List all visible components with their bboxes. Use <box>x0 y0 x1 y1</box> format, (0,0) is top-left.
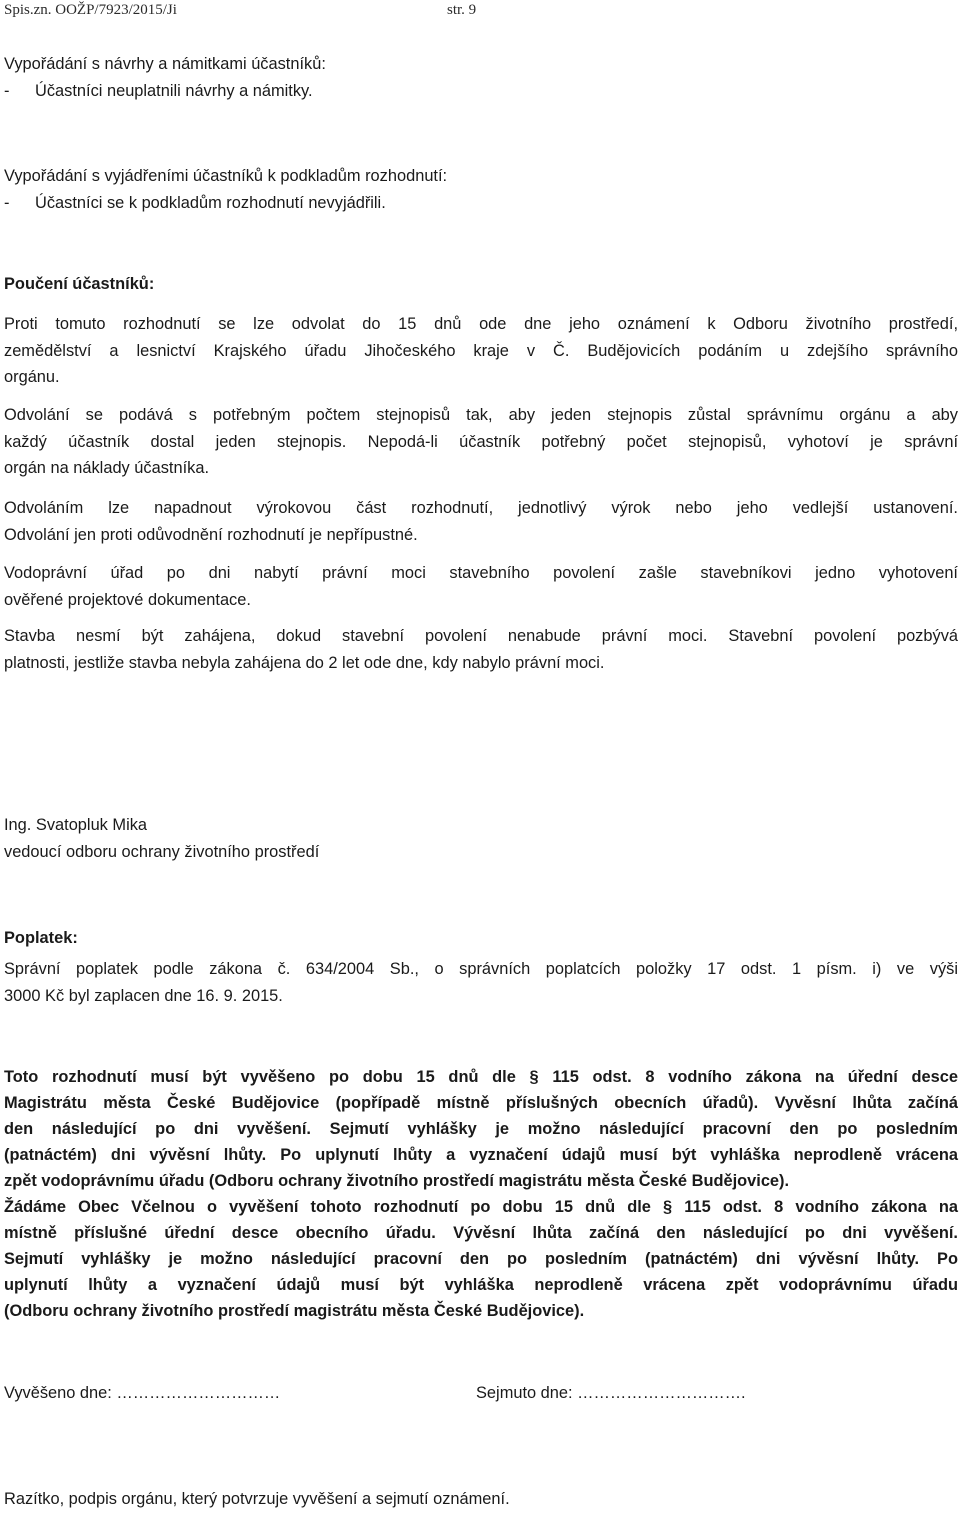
notice-line: uplynutí lhůty a vyznačení údajů musí být vyhláška neprodleně vrácena zpět vodoprávnímu úřadu <box>4 1276 958 1294</box>
text-line: Odvolání se podává s potřebným počtem stejnopisů tak, aby jeden stejnopis zůstal správnímu orgánu a aby <box>4 406 958 424</box>
statements-item-text: Účastníci se k podkladům rozhodnutí nevyjádřili. <box>35 193 386 212</box>
text-line: Proti tomuto rozhodnutí se lze odvolat do 15 dnů ode dne jeho oznámení k Odboru životního prostředí, <box>4 315 958 333</box>
text-line: 3000 Kč byl zaplacen dne 16. 9. 2015. <box>4 986 283 1005</box>
instruction-heading: Poučení účastníků: <box>4 275 155 293</box>
statements-item <box>4 190 958 217</box>
text-line: platnosti, jestliže stavba nebyla zahájena do 2 let ode dne, kdy nabylo právní moci. <box>4 653 605 672</box>
posted-date-field: Vyvěšeno dne: ………………………… <box>4 1384 281 1402</box>
posting-notice <box>4 1064 958 1324</box>
instruction-paragraph-5 <box>4 623 958 676</box>
notice-line: Sejmutí vyhlášky je možno následující pracovní den po posledním (patnáctém) dni vývěsní lhůty. Po <box>4 1250 958 1268</box>
signature-block <box>4 812 958 865</box>
removed-date-field: Sejmuto dne: …………………………. <box>476 1384 746 1402</box>
statements-section <box>4 163 958 216</box>
instruction-paragraph-1 <box>4 311 958 391</box>
objections-heading: Vypořádání s návrhy a námitkami účastníků: <box>4 55 326 73</box>
signatory-name: Ing. Svatopluk Mika <box>4 816 148 834</box>
page-header <box>4 2 477 19</box>
notice-line: Magistrátu města České Budějovice (popřípadě místně příslušných obecních úřadů). Vyvěsní lhůta začíná <box>4 1094 958 1112</box>
list-dash: - <box>4 193 10 212</box>
notice-line: Žádáme Obec Včelnou o vyvěšení tohoto rozhodnutí po dobu 15 dnů dle § 115 odst. 8 vodního zákona na <box>4 1198 958 1216</box>
notice-line: zpět vodoprávnímu úřadu (Odboru ochrany životního prostředí magistrátu města České Budějovice). <box>4 1172 790 1190</box>
notice-line: (Odboru ochrany životního prostředí magistrátu města České Budějovice). <box>4 1302 585 1320</box>
text-line: orgánu. <box>4 368 60 386</box>
objections-section <box>4 51 958 104</box>
file-reference: Spis.zn. OOŽP/7923/2015/Ji <box>4 2 177 18</box>
text-line: zemědělství a lesnictví Krajského úřadu Jihočeského kraje v Č. Budějovicích podáním u zdejšího správního <box>4 341 958 360</box>
text-line: Odvoláním lze napadnout výrokovou část rozhodnutí, jednotlivý výrok nebo jeho vedlejší ustanovení. <box>4 499 958 517</box>
text-line: Odvolání jen proti odůvodnění rozhodnutí je nepřípustné. <box>4 525 418 544</box>
text-line: Stavba nesmí být zahájena, dokud stavební povolení nenabude právní moci. Stavební povolení pozbývá <box>4 627 958 645</box>
instruction-paragraph-3 <box>4 495 958 548</box>
notice-line: Toto rozhodnutí musí být vyvěšeno po dobu 15 dnů dle § 115 odst. 8 vodního zákona na úřední desce <box>4 1068 958 1086</box>
list-dash: - <box>4 81 10 100</box>
notice-line: místně příslušné úřední desce obecního úřadu. Vývěsní lhůta začíná den následující po dni vyvěšení. <box>4 1224 958 1242</box>
notice-line: den následující po dni vyvěšení. Sejmutí vyhlášky je možno následující pracovní den po posledním <box>4 1120 958 1138</box>
notice-line: (patnáctém) dni vývěsní lhůty. Po uplynutí lhůty a vyznačení údajů musí být vyhláška neprodleně vrácena <box>4 1146 958 1164</box>
page-number: str. 9 <box>447 2 477 18</box>
stamp-note: Razítko, podpis orgánu, který potvrzuje vyvěšení a sejmutí oznámení. <box>4 1490 510 1508</box>
text-line: Vodoprávní úřad po dni nabytí právní moci stavebního povolení zašle stavebníkovi jedno vyhotovení <box>4 564 958 582</box>
signatory-role: vedoucí odboru ochrany životního prostředí <box>4 842 320 861</box>
statements-heading: Vypořádání s vyjádřeními účastníků k podkladům rozhodnutí: <box>4 167 448 185</box>
instruction-paragraph-2 <box>4 402 958 482</box>
text-line: ověřené projektové dokumentace. <box>4 590 251 609</box>
fee-paragraph <box>4 956 958 1009</box>
fee-heading: Poplatek: <box>4 929 78 947</box>
objections-item <box>4 78 958 105</box>
text-line: orgán na náklady účastníka. <box>4 459 210 477</box>
objections-item-text: Účastníci neuplatnili návrhy a námitky. <box>35 81 313 100</box>
text-line: Správní poplatek podle zákona č. 634/2004 Sb., o správních poplatcích položky 17 odst. 1 písm. i) ve výši <box>4 960 958 978</box>
instruction-paragraph-4 <box>4 560 958 613</box>
text-line: každý účastník dostal jeden stejnopis. Nepodá-li účastník potřebný počet stejnopisů, vyhotoví je správní <box>4 432 958 451</box>
